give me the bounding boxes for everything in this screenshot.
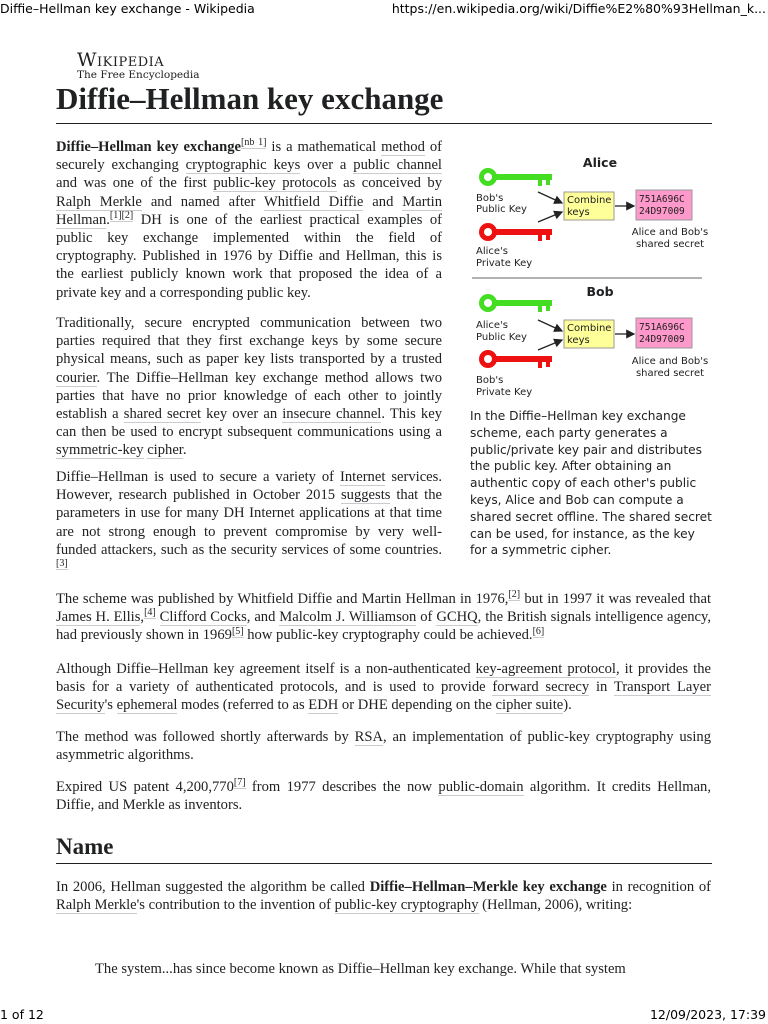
- link-shared-secret[interactable]: shared secret: [123, 406, 202, 423]
- alice-key1-label-1: Bob's: [476, 193, 504, 204]
- title-divider: [56, 123, 712, 124]
- link-cryptographic-keys[interactable]: cryptographic keys: [185, 157, 301, 174]
- svg-text:keys: keys: [567, 335, 590, 346]
- paragraph-traditionally: Traditionally, secure encrypted communication between two parties required that they first exchange keys by some secure physical means, such as paper key lists transported by a trusted courier. The Diffie–Hellman key exchange method allows two parties that have no prior knowledge of each other to jointly establish a shared secret key over an insecure channel. This key can then be used to encrypt subsequent communications using a symmetric-key cipher.: [56, 315, 443, 459]
- link-public-key-cryptography[interactable]: public-key cryptography: [334, 897, 479, 914]
- alt-name-term: Diffie–Hellman–Merkle key exchange: [369, 879, 607, 895]
- alice-key2-label-2: Private Key: [476, 258, 533, 269]
- ref-2b[interactable]: [2]: [508, 589, 521, 601]
- bob-public-key-icon: [479, 168, 552, 186]
- link-rsa[interactable]: RSA: [354, 729, 383, 745]
- link-malcolm-williamson[interactable]: Malcolm J. Williamson: [279, 609, 417, 626]
- link-courier[interactable]: courier: [56, 369, 97, 386]
- svg-text:keys: keys: [567, 207, 590, 218]
- link-internet[interactable]: Internet: [340, 469, 386, 485]
- link-cipher-suite[interactable]: cipher suite: [495, 697, 564, 714]
- ref-2[interactable]: [2]: [121, 209, 134, 221]
- paragraph-history: The scheme was published by Whitfield Diffie and Martin Hellman in 1976,[2] but in 1997 it was revealed that James H. Ellis,[4] Clifford Cocks, and Malcolm J. Williamson of GCHQ, the British signals intelligence agency, had previously shown in 1969[5] how public-key cryptography could be achieved.[6]: [56, 589, 711, 644]
- lead-term: Diffie–Hellman key exchange: [56, 139, 241, 155]
- section-divider: [56, 863, 712, 864]
- blockquote: The system...has since become known as Diffie–Hellman key exchange. While that system: [95, 961, 626, 977]
- bob-heading: Bob: [586, 284, 614, 299]
- link-edh[interactable]: EDH: [308, 697, 339, 714]
- link-suggests[interactable]: suggests: [340, 487, 391, 504]
- svg-text:Alice and Bob's: Alice and Bob's: [631, 356, 709, 367]
- link-ephemeral[interactable]: ephemeral: [116, 697, 178, 714]
- section-heading-name: Name: [56, 834, 114, 859]
- ref-7[interactable]: [7]: [233, 777, 246, 789]
- wikipedia-logo[interactable]: [77, 50, 199, 81]
- link-key-agreement-protocol[interactable]: key-agreement protocol: [475, 661, 616, 677]
- page-title: Diffie–Hellman key exchange: [56, 81, 444, 116]
- alice-private-key-icon: [479, 223, 552, 241]
- logo-tagline: The Free Encyclopedia: [77, 69, 200, 81]
- svg-text:shared secret: shared secret: [635, 239, 705, 250]
- paragraph-rsa: The method was followed shortly afterwards by RSA, an implementation of public-key cryptography using asymmetric algorithms.: [56, 729, 712, 764]
- ref-3[interactable]: [3]: [56, 558, 68, 570]
- link-ralph-merkle-2[interactable]: Ralph Merkle: [56, 897, 137, 914]
- figure-caption: In the Diffie–Hellman key exchange scheme, each party generates a public/private key pair and distributes the public key. After obtaining an authentic copy of each other's public keys, Alice and Bob can compute a shared secret offline. The shared secret can be used, for instance, as the key for a symmetric cipher.: [470, 409, 712, 558]
- svg-text:751A696C: 751A696C: [639, 322, 685, 333]
- alice-key2-label-1: Alice's: [476, 246, 509, 257]
- link-method[interactable]: method: [381, 139, 425, 155]
- svg-text:Combine: Combine: [567, 323, 612, 334]
- link-whitfield-diffie[interactable]: Whitfield Diffie: [263, 193, 364, 210]
- paragraph-name: In 2006, Hellman suggested the algorithm be called Diffie–Hellman–Merkle key exchange in recognition of Ralph Merkle's contribution to the invention of public-key cryptography (Hellman, 2006), writing:: [56, 879, 711, 914]
- print-page-title: Diffie–Hellman key exchange - Wikipedia: [0, 1, 255, 16]
- page-counter: 1 of 12: [0, 1007, 44, 1022]
- paragraph-authentication: Although Diffie–Hellman key agreement itself is a non-authenticated key-agreement protocol, it provides the basis for a variety of authenticated protocols, and is used to provide forward secrecy in Transport Layer Security's ephemeral modes (referred to as EDH or DHE depending on the cipher suite).: [56, 661, 712, 714]
- ref-5[interactable]: [5]: [231, 625, 244, 637]
- link-gchq[interactable]: GCHQ: [436, 609, 478, 626]
- logo-wordmark: Wikipedia: [77, 49, 165, 71]
- link-martin-hellman[interactable]: Martin Hellman: [56, 193, 443, 228]
- alice-public-key-icon: [479, 294, 552, 312]
- print-datetime: 12/09/2023, 17:39: [649, 1007, 766, 1022]
- print-footer: [0, 1006, 768, 1024]
- svg-text:Combine: Combine: [567, 195, 612, 206]
- svg-text:24D97009: 24D97009: [639, 334, 685, 345]
- link-clifford-cocks[interactable]: Clifford Cocks: [159, 609, 247, 626]
- ref-6[interactable]: [6]: [532, 625, 545, 637]
- print-url[interactable]: https://en.wikipedia.org/wiki/Diffie%E2%80%93Hellman_k...: [391, 1, 766, 16]
- svg-text:Public Key: Public Key: [476, 332, 527, 343]
- ref-1[interactable]: [1]: [109, 209, 122, 221]
- link-cipher[interactable]: cipher: [147, 442, 183, 459]
- svg-text:Alice's: Alice's: [476, 320, 509, 331]
- diffie-hellman-diagram: [470, 150, 712, 405]
- link-public-key-protocols[interactable]: public-key protocols: [213, 175, 337, 192]
- paragraph-intro: Diffie–Hellman key exchange[nb 1] is a mathematical method of securely exchanging cryptographic keys over a public channel and was one of the first public-key protocols as conceived by Ralph Merkle and named after Whitfield Diffie and Martin Hellman.[1][2] DH is one of the earliest practical examples of public key exchange implemented within the field of cryptography. Published in 1976 by Diffie and Hellman, this is the earliest publicly known work that proposed the idea of a private key and a corresponding public key.: [56, 137, 443, 301]
- alice-heading: Alice: [582, 155, 618, 170]
- svg-text:Private Key: Private Key: [476, 387, 533, 398]
- svg-text:24D97009: 24D97009: [639, 206, 685, 217]
- link-forward-secrecy[interactable]: forward secrecy: [492, 679, 590, 696]
- svg-text:751A696C: 751A696C: [639, 194, 685, 205]
- ref-4[interactable]: [4]: [144, 607, 156, 619]
- link-symmetric-key[interactable]: symmetric-key: [56, 442, 144, 459]
- paragraph-patent: Expired US patent 4,200,770[7] from 1977 describes the now public-domain algorithm. It credits Hellman, Diffie, and Merkle as inventors.: [56, 777, 711, 814]
- link-public-domain[interactable]: public-domain: [438, 779, 524, 795]
- paragraph-usage: Diffie–Hellman is used to secure a variety of Internet services. However, research published in October 2015 suggests that the parameters in use for many DH Internet applications at that time are not strong enough to prevent compromise by very well-funded attackers, such as the security services of some countries.[3]: [56, 469, 442, 570]
- bob-private-key-icon: [479, 350, 552, 368]
- link-james-ellis[interactable]: James H. Ellis: [56, 609, 141, 626]
- link-insecure-channel[interactable]: insecure channel: [282, 406, 382, 423]
- link-tls[interactable]: Transport Layer Security: [56, 679, 711, 714]
- svg-text:Bob's: Bob's: [476, 375, 504, 386]
- ref-nb1[interactable]: [nb 1]: [241, 137, 267, 149]
- svg-text:shared secret: shared secret: [635, 368, 705, 379]
- print-header: [0, 0, 768, 18]
- link-public-channel[interactable]: public channel: [353, 157, 442, 174]
- alice-key1-label-2: Public Key: [476, 204, 527, 215]
- link-ralph-merkle[interactable]: Ralph Merkle: [56, 193, 142, 210]
- svg-text:Alice and Bob's: Alice and Bob's: [631, 227, 709, 238]
